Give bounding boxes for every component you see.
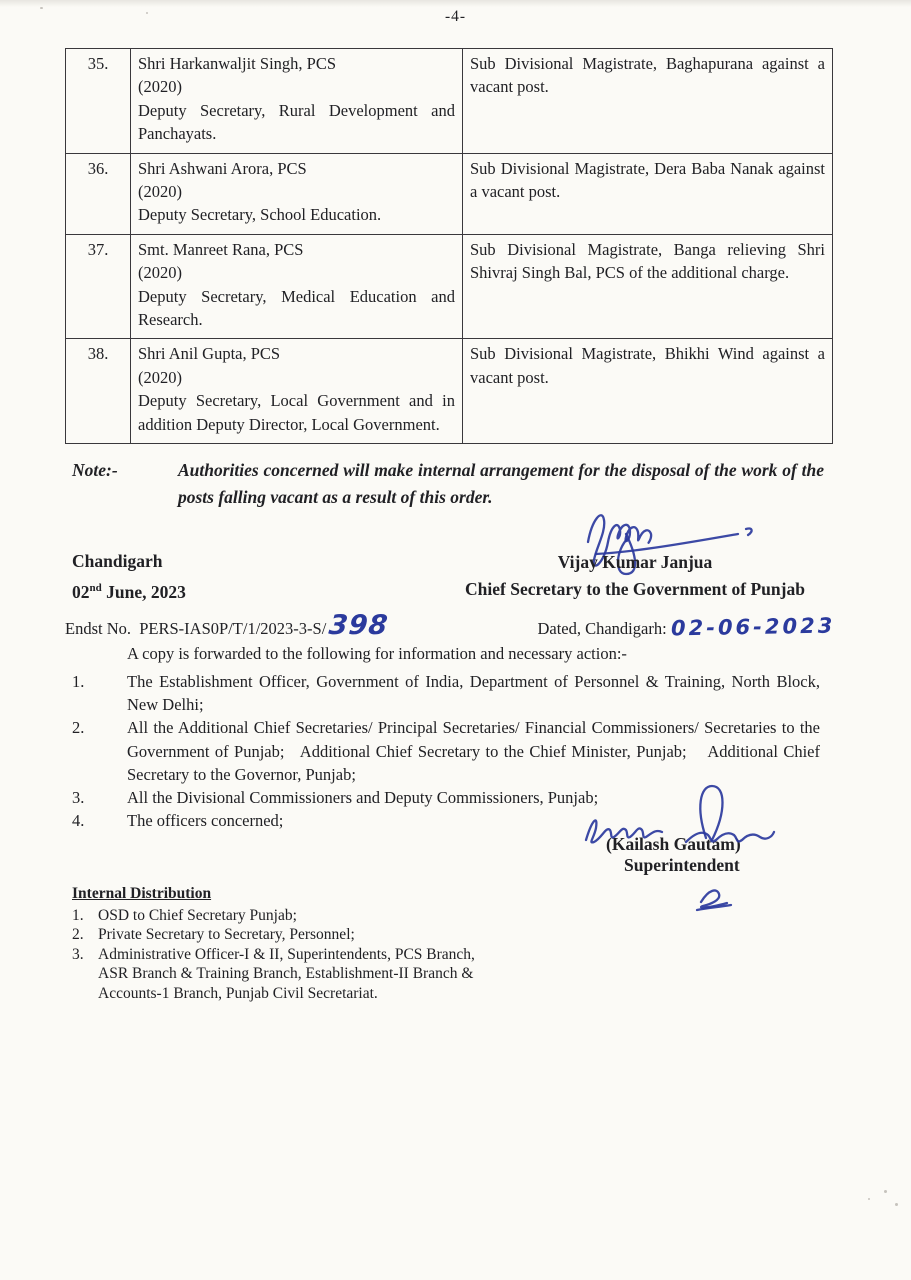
- dated-label: Dated, Chandigarh:: [537, 619, 667, 638]
- officer-name: Shri Anil Gupta, PCS: [138, 344, 281, 364]
- officer-cell: [131, 49, 463, 154]
- signatory-designation: Chief Secretary to the Government of Punjab: [465, 578, 805, 599]
- officer-designation: Deputy Secretary, School Education.: [138, 205, 382, 225]
- kailash-gautam-signature-icon: [578, 782, 778, 860]
- officer-designation: Deputy Secretary, Rural Development and Panchayats.: [138, 100, 455, 144]
- serial-number: 38.: [66, 339, 131, 444]
- endorsement-row: [65, 610, 835, 641]
- scan-artifact: [895, 1203, 898, 1206]
- place-date-block: [72, 548, 186, 606]
- signatory-block: [452, 549, 818, 602]
- posting-cell: Sub Divisional Magistrate, Baghapurana against a vacant post.: [463, 49, 833, 154]
- officer-cell: [131, 339, 463, 444]
- posting-cell: Sub Divisional Magistrate, Banga relieving Shri Shivraj Singh Bal, PCS of the additional charge.: [463, 234, 833, 339]
- item-text: The Establishment Officer, Government of India, Department of Personnel & Training, North Block, New Delhi;: [127, 672, 820, 715]
- signatory-name: Vijay Kumar Janjua: [557, 552, 713, 572]
- initials-scribble-icon: [693, 885, 735, 913]
- officer-batch: (2020): [138, 77, 182, 97]
- item-number: 3.: [72, 945, 84, 963]
- table-row: [66, 49, 833, 154]
- officer-name: Shri Harkanwaljit Singh, PCS: [138, 54, 337, 73]
- list-item: [72, 945, 480, 1004]
- list-item: [72, 925, 480, 945]
- superintendent-signature-block: [578, 782, 808, 876]
- officer-batch: (2020): [138, 182, 182, 202]
- superintendent-title: Superintendent: [624, 855, 740, 875]
- officer-batch: (2020): [138, 263, 182, 283]
- scan-artifact: [40, 7, 43, 9]
- postings-table: [65, 48, 833, 444]
- note-label: Note:-: [72, 460, 118, 480]
- list-item: [72, 906, 480, 926]
- table-row: [66, 339, 833, 444]
- issue-date: 02nd June, 2023: [72, 581, 186, 602]
- note-text: Authorities concerned will make internal arrangement for the disposal of the work of the posts falling vacant as a result of this order.: [178, 460, 824, 507]
- item-text: Administrative Officer-I & II, Superintendents, PCS Branch, ASR Branch & Training Branch, Establishment-II Branch & Accounts-1 Branch, Punjab Civil Secretariat.: [98, 945, 475, 1002]
- officer-batch: (2020): [138, 367, 182, 387]
- list-item: [72, 670, 820, 716]
- item-number: 1.: [72, 672, 85, 691]
- item-number: 2.: [72, 926, 84, 944]
- internal-distribution: [72, 884, 480, 1004]
- posting-cell: Sub Divisional Magistrate, Dera Baba Nanak against a vacant post.: [463, 153, 833, 234]
- item-number: 2.: [72, 718, 85, 738]
- issue-place: Chandigarh: [72, 551, 163, 571]
- item-number: 4.: [72, 811, 85, 831]
- item-text: OSD to Chief Secretary Punjab;: [98, 906, 297, 924]
- endst-label: Endst No. PERS-IAS0P/T/1/2023-3-S/: [65, 619, 327, 638]
- serial-number: 37.: [66, 234, 131, 339]
- officer-cell: [131, 234, 463, 339]
- forwarding-intro: A copy is forwarded to the following for information and necessary action:-: [127, 644, 627, 663]
- scan-artifact: [868, 1198, 870, 1200]
- item-text: Private Secretary to Secretary, Personnel;: [98, 926, 355, 944]
- officer-cell: [131, 153, 463, 234]
- page-number: -4-: [444, 8, 467, 25]
- endorsement-date: [537, 615, 835, 639]
- item-text: All the Additional Chief Secretaries/ Principal Secretaries/ Financial Commissioners/ Secretaries to the Government of Punjab; Additional Chief Secretary to the Chief Minister, Punjab; Additional Chief Secretary to the Governor, Punjab;: [127, 718, 820, 784]
- internal-distribution-title: Internal Distribution: [72, 885, 212, 902]
- superintendent-name: (Kailash Gautam): [606, 834, 741, 854]
- item-number: 1.: [72, 906, 84, 924]
- endorsement-number: [65, 610, 389, 641]
- handwritten-date: 02-06-2023: [670, 613, 836, 641]
- officer-name: Smt. Manreet Rana, PCS: [138, 239, 304, 259]
- item-text: All the Divisional Commissioners and Deputy Commissioners, Punjab;: [127, 788, 599, 808]
- officer-designation: Deputy Secretary, Medical Education and Research.: [138, 286, 455, 330]
- table-row: [66, 234, 833, 339]
- officer-designation: Deputy Secretary, Local Government and in addition Deputy Director, Local Government.: [138, 391, 455, 434]
- serial-number: 36.: [66, 153, 131, 234]
- item-text: The officers concerned;: [127, 811, 284, 831]
- scan-artifact: [884, 1190, 887, 1193]
- posting-cell: Sub Divisional Magistrate, Bhikhi Wind against a vacant post.: [463, 339, 833, 444]
- item-number: 3.: [72, 788, 85, 808]
- table-row: [66, 153, 833, 234]
- list-item: [72, 716, 820, 786]
- scan-artifact: [146, 12, 148, 14]
- date-ordinal: nd: [89, 582, 102, 594]
- serial-number: 35.: [66, 49, 131, 154]
- officer-name: Shri Ashwani Arora, PCS: [138, 158, 307, 178]
- handwritten-endst-number: 398: [327, 610, 391, 641]
